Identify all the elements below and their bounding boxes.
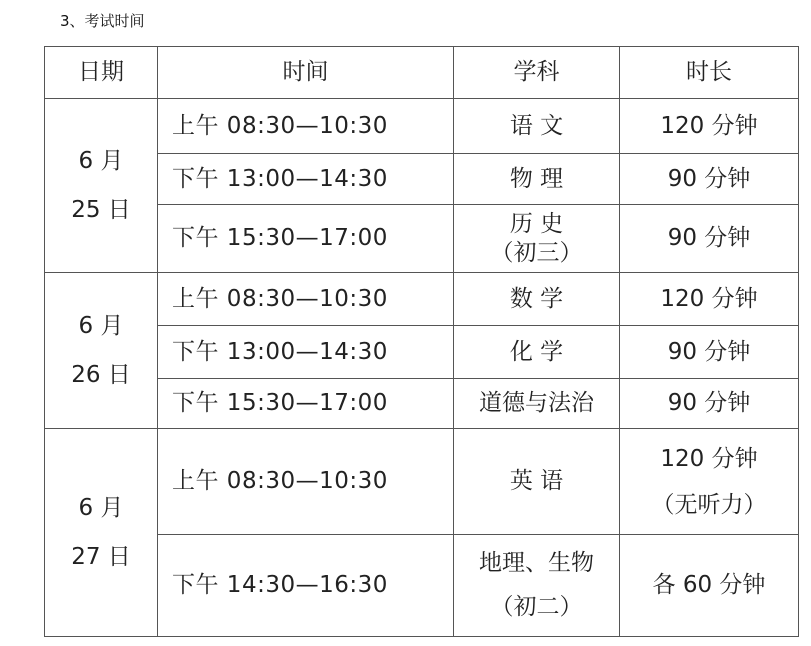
subject-cell: [454, 273, 620, 326]
duration-cell: [620, 379, 799, 429]
date-day: 26 日: [71, 361, 131, 388]
subject-note: （初二）: [490, 593, 583, 620]
date-month: 6 月: [78, 313, 124, 340]
duration-text: 120 分钟: [660, 285, 758, 312]
time-cell: 上午 08:30—10:30: [158, 429, 454, 535]
time-cell: 下午 15:30—17:00: [158, 205, 454, 273]
header-subject: 学科: [454, 47, 620, 99]
subject-text: 历 史: [509, 210, 564, 237]
header-date: 日期: [45, 47, 158, 99]
duration-cell: [620, 154, 799, 205]
subject-cell: [454, 326, 620, 379]
header-duration: 时长: [620, 47, 799, 99]
duration-text: 90 分钟: [667, 165, 751, 192]
subject-cell: [454, 535, 620, 637]
date-month: 6 月: [78, 148, 124, 175]
table-row: [45, 205, 799, 273]
subject-text: 化 学: [509, 338, 564, 365]
subject-cell: [454, 99, 620, 154]
date-day: 25 日: [71, 196, 131, 223]
subject-cell: [454, 379, 620, 429]
header-time: 时间: [158, 47, 454, 99]
table-header-row: [45, 47, 799, 99]
subject-text: 数 学: [509, 285, 564, 312]
duration-text: 120 分钟: [660, 445, 758, 472]
date-cell: [45, 429, 158, 637]
duration-cell: [620, 326, 799, 379]
subject-text: 语 文: [509, 112, 564, 139]
subject-text: 地理、生物: [479, 549, 594, 576]
date-cell: [45, 99, 158, 273]
time-cell: 上午 08:30—10:30: [158, 99, 454, 154]
subject-note: （初三）: [490, 239, 583, 266]
duration-text: 90 分钟: [667, 390, 751, 417]
table-row: [45, 99, 799, 154]
time-cell: 上午 08:30—10:30: [158, 273, 454, 326]
table-row: [45, 379, 799, 429]
subject-text: 英 语: [509, 468, 564, 495]
table-row: [45, 154, 799, 205]
duration-note: （无听力）: [651, 491, 767, 518]
duration-text: 120 分钟: [660, 112, 758, 139]
subject-text: 道德与法治: [479, 390, 594, 417]
date-day: 27 日: [71, 543, 131, 570]
subject-cell: [454, 429, 620, 535]
table-row: [45, 326, 799, 379]
subject-text: 物 理: [509, 165, 564, 192]
duration-text: 90 分钟: [667, 225, 751, 252]
duration-text: 90 分钟: [667, 338, 751, 365]
table-row: [45, 429, 799, 535]
subject-cell: [454, 205, 620, 273]
time-cell: 下午 13:00—14:30: [158, 154, 454, 205]
date-month: 6 月: [78, 495, 124, 522]
exam-schedule-table: [44, 46, 799, 637]
table-row: [45, 273, 799, 326]
duration-text: 各 60 分钟: [652, 572, 766, 599]
duration-cell: [620, 535, 799, 637]
duration-cell: [620, 99, 799, 154]
time-cell: 下午 13:00—14:30: [158, 326, 454, 379]
table-row: [45, 535, 799, 637]
subject-cell: [454, 154, 620, 205]
duration-cell: [620, 273, 799, 326]
time-cell: 下午 14:30—16:30: [158, 535, 454, 637]
date-cell: [45, 273, 158, 429]
duration-cell: [620, 429, 799, 535]
section-heading: 3、考试时间: [60, 12, 145, 30]
time-cell: 下午 15:30—17:00: [158, 379, 454, 429]
duration-cell: [620, 205, 799, 273]
